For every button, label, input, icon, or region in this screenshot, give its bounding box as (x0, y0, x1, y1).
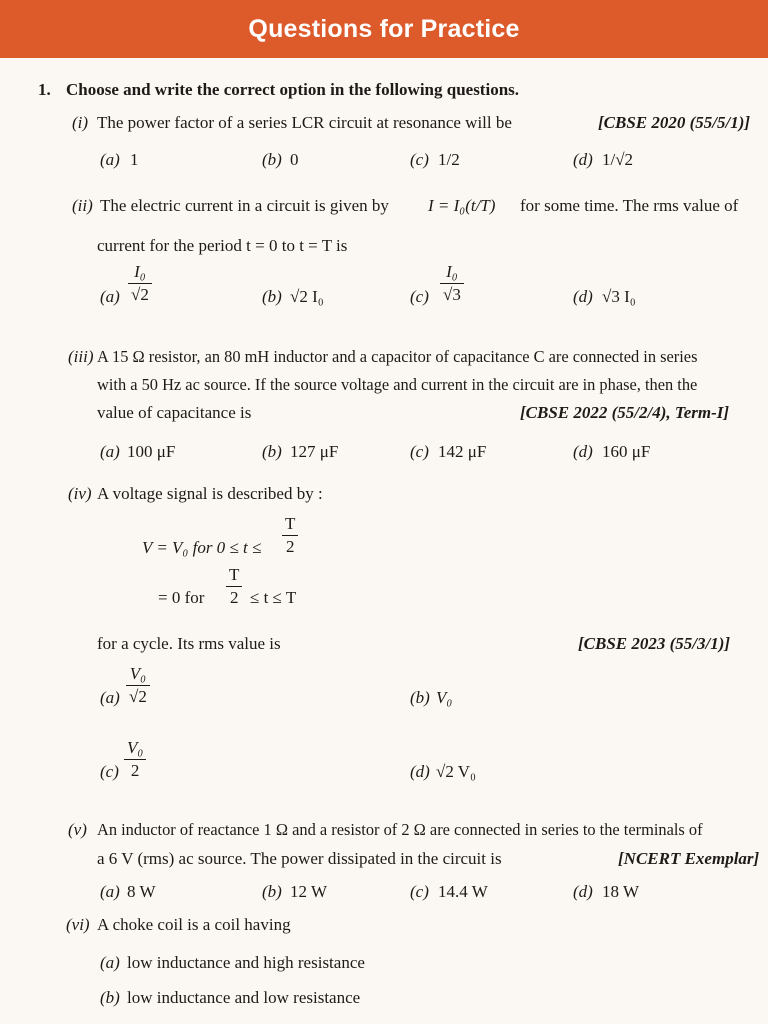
option-label: (b) (262, 287, 282, 306)
sub-question-number: (i) (72, 113, 89, 132)
sub-question-text: a 6 V (rms) ac source. The power dissipated in the circuit is (97, 849, 502, 868)
question-instruction: Choose and write the correct option in the following questions. (66, 80, 520, 99)
fraction-numerator: I₀ (134, 262, 146, 281)
fraction-denominator: 2 (285, 537, 295, 556)
option-text: 1 (130, 150, 139, 169)
option-label: (d) (573, 882, 593, 901)
fraction-numerator: T (229, 565, 240, 584)
option-label: (a) (100, 442, 120, 461)
option-label: (a) (100, 287, 120, 306)
equation-fraction (226, 565, 242, 608)
option-text: 8 W (127, 882, 156, 901)
sub-question-number: (iii) (68, 347, 94, 366)
option-fraction (128, 262, 152, 305)
option-text: low inductance and low resistance (127, 988, 361, 1007)
fraction-bar (124, 759, 146, 760)
option-label: (c) (410, 150, 429, 169)
equation-line: V = V₀ for 0 ≤ t ≤ (142, 538, 262, 557)
option-text: 12 W (290, 882, 327, 901)
sub-question-number: (ii) (72, 196, 93, 215)
fraction-denominator: 2 (130, 761, 140, 780)
sub-question-text: A voltage signal is described by : (97, 484, 323, 503)
option-label: (a) (100, 882, 120, 901)
option-text: 14.4 W (438, 882, 488, 901)
sub-question-number: (v) (68, 820, 87, 839)
option-fraction (126, 664, 150, 707)
sub-question-text: The power factor of a series LCR circuit at resonance will be (97, 113, 512, 132)
fraction-denominator: 2 (229, 588, 239, 607)
fraction-bar (128, 283, 152, 284)
section-title-banner (0, 0, 768, 58)
option-label: (c) (100, 762, 119, 781)
option-label: (d) (573, 287, 593, 306)
option-text: 127 μF (290, 442, 339, 461)
sub-question-text: The electric current in a circuit is given by (100, 196, 389, 215)
question-number: 1. (38, 80, 51, 99)
sub-question-number: (iv) (68, 484, 92, 503)
option-label: (b) (262, 150, 282, 169)
section-title: Questions for Practice (248, 14, 520, 43)
equation-line: = 0 for (158, 588, 205, 607)
source-reference: [CBSE 2023 (55/3/1)] (578, 634, 731, 653)
fraction-numerator: V₀ (127, 738, 144, 757)
option-text: 1/√2 (602, 150, 634, 169)
current-formula: I = I₀(t/T) (428, 196, 496, 215)
sub-question-text: for a cycle. Its rms value is (97, 634, 281, 653)
option-label: (c) (410, 882, 429, 901)
option-text: 142 μF (438, 442, 487, 461)
sub-question-text: with a 50 Hz ac source. If the source voltage and current in the circuit are in phase, then the (97, 375, 698, 394)
option-label: (b) (100, 988, 120, 1007)
fraction-numerator: V₀ (129, 664, 147, 683)
source-reference: [CBSE 2022 (55/2/4), Term-I] (520, 403, 730, 422)
fraction-bar (282, 535, 298, 536)
sub-question-text: value of capacitance is (97, 403, 252, 422)
option-label: (b) (410, 688, 430, 707)
option-text: low inductance and high resistance (127, 953, 365, 972)
option-label: (b) (262, 882, 282, 901)
sub-question-text: A 15 Ω resistor, an 80 mH inductor and a capacitor of capacitance C are connected in series (97, 347, 698, 366)
fraction-bar (226, 586, 242, 587)
option-label: (a) (100, 688, 120, 707)
option-text: 160 μF (602, 442, 651, 461)
sub-question-text: An inductor of reactance 1 Ω and a resistor of 2 Ω are connected in series to the terminals of (97, 820, 703, 839)
option-text: 18 W (602, 882, 639, 901)
fraction-denominator: √2 (129, 687, 147, 706)
option-text: 1/2 (438, 150, 460, 169)
source-reference: [NCERT Exemplar] (618, 849, 760, 868)
fraction-bar (440, 283, 464, 284)
option-label: (d) (573, 442, 593, 461)
fraction-numerator: I₀ (446, 262, 458, 281)
fraction-numerator: T (285, 514, 296, 533)
option-text: √2 V₀ (436, 762, 476, 781)
option-label: (b) (262, 442, 282, 461)
option-text: 100 μF (127, 442, 176, 461)
option-label: (c) (410, 287, 429, 306)
option-text: 0 (290, 150, 299, 169)
option-label: (d) (573, 150, 593, 169)
option-label: (c) (410, 442, 429, 461)
fraction-denominator: √2 (131, 285, 149, 304)
option-fraction (440, 262, 464, 305)
option-text: V₀ (436, 688, 453, 707)
option-text: √2 I₀ (290, 287, 324, 306)
option-label: (d) (410, 762, 430, 781)
fraction-bar (126, 685, 150, 686)
option-fraction (124, 738, 146, 781)
equation-line: ≤ t ≤ T (250, 588, 297, 607)
sub-question-text: A choke coil is a coil having (97, 915, 291, 934)
option-label: (a) (100, 150, 120, 169)
sub-question-number: (vi) (66, 915, 90, 934)
fraction-denominator: √3 (443, 285, 461, 304)
equation-fraction (282, 514, 298, 557)
option-text: √3 I₀ (602, 287, 636, 306)
source-reference: [CBSE 2020 (55/5/1)] (598, 113, 751, 132)
sub-question-text: current for the period t = 0 to t = T is (97, 236, 348, 255)
sub-question-text: for some time. The rms value of (520, 196, 739, 215)
option-label: (a) (100, 953, 120, 972)
